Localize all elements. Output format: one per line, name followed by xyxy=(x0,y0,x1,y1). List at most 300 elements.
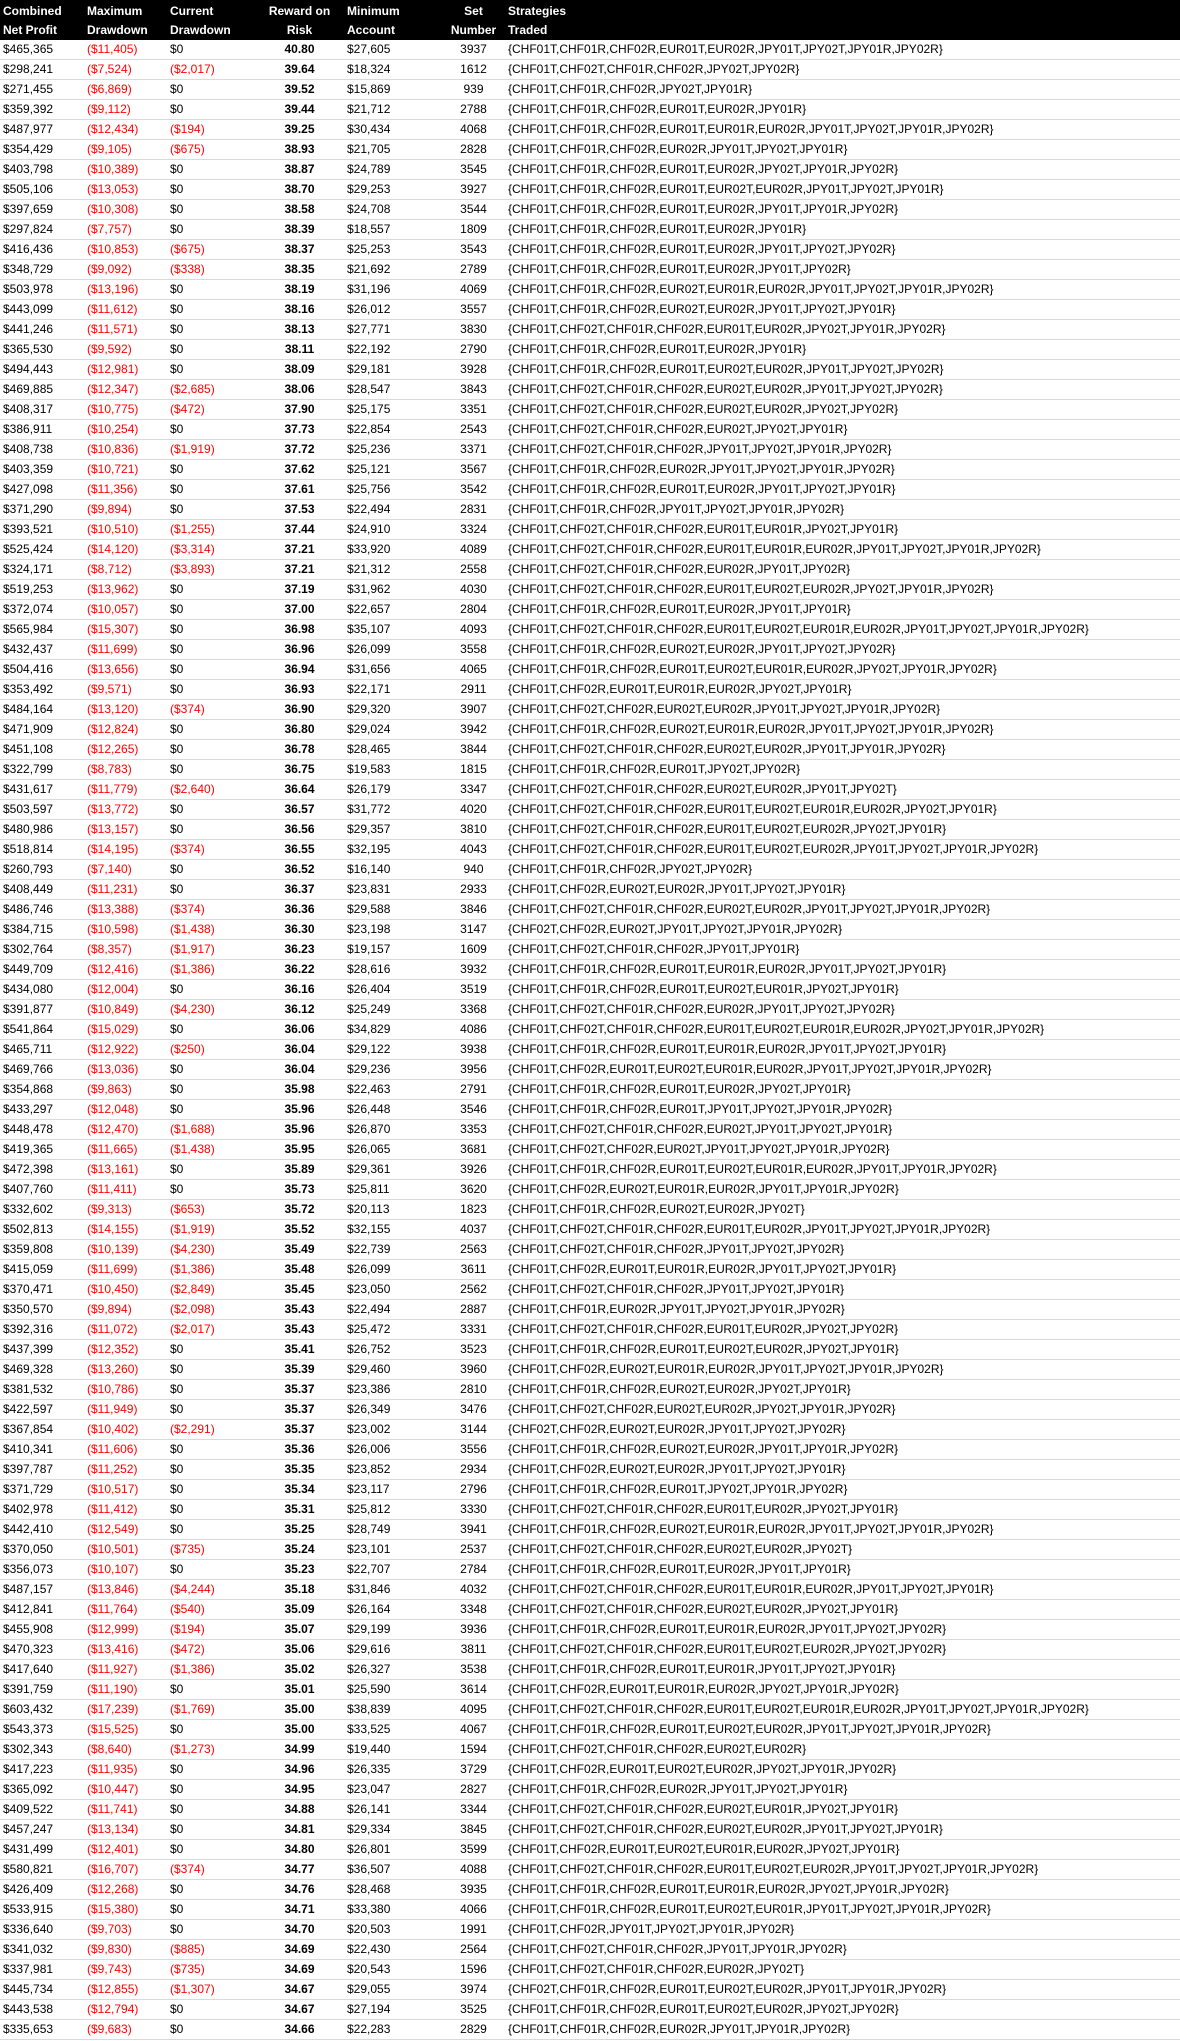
current-drawdown-cell[interactable]: ($2,291) xyxy=(167,1420,255,1440)
set-number-cell[interactable]: 4086 xyxy=(442,1020,505,1040)
reward-on-risk-cell[interactable]: 38.93 xyxy=(255,140,344,160)
current-drawdown-cell[interactable]: $0 xyxy=(167,1080,255,1100)
set-number-cell[interactable]: 3144 xyxy=(442,1420,505,1440)
max-drawdown-cell[interactable]: ($12,981) xyxy=(84,360,167,380)
current-drawdown-cell[interactable]: $0 xyxy=(167,80,255,100)
minimum-account-cell[interactable]: $19,583 xyxy=(344,760,442,780)
minimum-account-cell[interactable]: $31,962 xyxy=(344,580,442,600)
net-profit-cell[interactable]: $372,074 xyxy=(0,600,84,620)
strategies-cell[interactable]: {CHF01T,CHF01R,CHF02R,EUR01T,EUR02T,EUR01R,EUR02R,JPY01T,JPY01R,JPY02R} xyxy=(505,1160,1180,1180)
strategies-cell[interactable]: {CHF01T,CHF01R,CHF02R,JPY02T,JPY01R} xyxy=(505,80,1180,100)
table-row[interactable] xyxy=(0,1320,1180,1340)
current-drawdown-cell[interactable]: $0 xyxy=(167,1920,255,1940)
set-number-cell[interactable]: 2810 xyxy=(442,1380,505,1400)
strategies-cell[interactable]: {CHF01T,CHF01R,CHF02R,EUR01T,EUR02R,JPY01T,JPY02T,JPY01R} xyxy=(505,480,1180,500)
table-row[interactable] xyxy=(0,1120,1180,1140)
max-drawdown-cell[interactable]: ($12,416) xyxy=(84,960,167,980)
max-drawdown-cell[interactable]: ($10,107) xyxy=(84,1560,167,1580)
reward-on-risk-cell[interactable]: 36.75 xyxy=(255,760,344,780)
net-profit-cell[interactable]: $502,813 xyxy=(0,1220,84,1240)
max-drawdown-cell[interactable]: ($13,416) xyxy=(84,1640,167,1660)
strategies-cell[interactable]: {CHF02T,CHF01R,CHF02R,EUR01T,EUR02T,EUR02R,JPY01T,JPY01R,JPY02R} xyxy=(505,1980,1180,2000)
max-drawdown-cell[interactable]: ($12,265) xyxy=(84,740,167,760)
max-drawdown-cell[interactable]: ($11,764) xyxy=(84,1600,167,1620)
minimum-account-cell[interactable]: $27,605 xyxy=(344,40,442,60)
strategies-cell[interactable]: {CHF01T,CHF02R,EUR01T,EUR02T,EUR01R,EUR02R,JPY01T,JPY02T,JPY01R,JPY02R} xyxy=(505,1060,1180,1080)
strategies-cell[interactable]: {CHF01T,CHF02R,EUR02T,EUR02R,JPY01T,JPY02T,JPY01R} xyxy=(505,880,1180,900)
net-profit-cell[interactable]: $449,709 xyxy=(0,960,84,980)
set-number-cell[interactable]: 2828 xyxy=(442,140,505,160)
net-profit-cell[interactable]: $332,602 xyxy=(0,1200,84,1220)
strategies-cell[interactable]: {CHF01T,CHF02T,CHF01R,CHF02R,JPY01T,JPY02T,JPY02R} xyxy=(505,1240,1180,1260)
minimum-account-cell[interactable]: $23,852 xyxy=(344,1460,442,1480)
reward-on-risk-cell[interactable]: 39.52 xyxy=(255,80,344,100)
reward-on-risk-cell[interactable]: 35.41 xyxy=(255,1340,344,1360)
net-profit-cell[interactable]: $525,424 xyxy=(0,540,84,560)
max-drawdown-cell[interactable]: ($11,699) xyxy=(84,640,167,660)
set-number-cell[interactable]: 4088 xyxy=(442,1860,505,1880)
max-drawdown-cell[interactable]: ($11,412) xyxy=(84,1500,167,1520)
set-number-cell[interactable]: 3941 xyxy=(442,1520,505,1540)
table-row[interactable] xyxy=(0,760,1180,780)
table-row[interactable] xyxy=(0,1620,1180,1640)
minimum-account-cell[interactable]: $23,831 xyxy=(344,880,442,900)
set-number-cell[interactable]: 4037 xyxy=(442,1220,505,1240)
set-number-cell[interactable]: 1823 xyxy=(442,1200,505,1220)
max-drawdown-cell[interactable]: ($10,849) xyxy=(84,1000,167,1020)
net-profit-cell[interactable]: $356,073 xyxy=(0,1560,84,1580)
set-number-cell[interactable]: 1815 xyxy=(442,760,505,780)
reward-on-risk-cell[interactable]: 34.95 xyxy=(255,1780,344,1800)
net-profit-cell[interactable]: $397,659 xyxy=(0,200,84,220)
max-drawdown-cell[interactable]: ($10,450) xyxy=(84,1280,167,1300)
minimum-account-cell[interactable]: $26,099 xyxy=(344,640,442,660)
max-drawdown-cell[interactable]: ($11,571) xyxy=(84,320,167,340)
minimum-account-cell[interactable]: $29,616 xyxy=(344,1640,442,1660)
minimum-account-cell[interactable]: $29,181 xyxy=(344,360,442,380)
minimum-account-cell[interactable]: $34,829 xyxy=(344,1020,442,1040)
strategies-cell[interactable]: {CHF01T,CHF01R,CHF02R,EUR01T,EUR02R,JPY01R} xyxy=(505,220,1180,240)
minimum-account-cell[interactable]: $23,101 xyxy=(344,1540,442,1560)
minimum-account-cell[interactable]: $26,404 xyxy=(344,980,442,1000)
max-drawdown-cell[interactable]: ($12,549) xyxy=(84,1520,167,1540)
table-row[interactable] xyxy=(0,1800,1180,1820)
table-row[interactable] xyxy=(0,220,1180,240)
current-drawdown-cell[interactable]: $0 xyxy=(167,1340,255,1360)
net-profit-cell[interactable]: $443,099 xyxy=(0,300,84,320)
max-drawdown-cell[interactable]: ($12,470) xyxy=(84,1120,167,1140)
net-profit-cell[interactable]: $484,164 xyxy=(0,700,84,720)
strategies-cell[interactable]: {CHF01T,CHF02T,CHF01R,CHF02R,EUR02T,EUR02R,JPY01T,JPY02T} xyxy=(505,780,1180,800)
set-number-cell[interactable]: 3330 xyxy=(442,1500,505,1520)
current-drawdown-cell[interactable]: ($2,017) xyxy=(167,60,255,80)
net-profit-cell[interactable]: $443,538 xyxy=(0,2000,84,2020)
current-drawdown-cell[interactable]: ($1,688) xyxy=(167,1120,255,1140)
reward-on-risk-cell[interactable]: 36.57 xyxy=(255,800,344,820)
current-drawdown-cell[interactable]: $0 xyxy=(167,740,255,760)
table-row[interactable] xyxy=(0,1340,1180,1360)
reward-on-risk-cell[interactable]: 34.71 xyxy=(255,1900,344,1920)
set-number-cell[interactable]: 2831 xyxy=(442,500,505,520)
minimum-account-cell[interactable]: $25,121 xyxy=(344,460,442,480)
table-row[interactable] xyxy=(0,1260,1180,1280)
set-number-cell[interactable]: 2784 xyxy=(442,1560,505,1580)
strategies-cell[interactable]: {CHF01T,CHF02T,CHF01R,CHF02R,EUR02R,JPY02T} xyxy=(505,1960,1180,1980)
max-drawdown-cell[interactable]: ($11,356) xyxy=(84,480,167,500)
current-drawdown-cell[interactable]: $0 xyxy=(167,1720,255,1740)
strategies-cell[interactable]: {CHF01T,CHF01R,CHF02R,EUR01T,EUR02R,JPY01T,JPY02T,JPY02R} xyxy=(505,240,1180,260)
current-drawdown-cell[interactable]: ($1,917) xyxy=(167,940,255,960)
strategies-cell[interactable]: {CHF01T,CHF01R,CHF02R,JPY01T,JPY02T,JPY01R,JPY02R} xyxy=(505,500,1180,520)
set-number-cell[interactable]: 2790 xyxy=(442,340,505,360)
net-profit-cell[interactable]: $469,328 xyxy=(0,1360,84,1380)
max-drawdown-cell[interactable]: ($12,922) xyxy=(84,1040,167,1060)
minimum-account-cell[interactable]: $22,657 xyxy=(344,600,442,620)
net-profit-cell[interactable]: $410,341 xyxy=(0,1440,84,1460)
set-number-cell[interactable]: 3935 xyxy=(442,1880,505,1900)
reward-on-risk-cell[interactable]: 35.73 xyxy=(255,1180,344,1200)
table-row[interactable] xyxy=(0,580,1180,600)
strategies-cell[interactable]: {CHF01T,CHF01R,CHF02R,EUR01T,EUR02R,JPY01T,JPY02T,JPY01R,JPY02R} xyxy=(505,40,1180,60)
minimum-account-cell[interactable]: $38,839 xyxy=(344,1700,442,1720)
reward-on-risk-cell[interactable]: 34.76 xyxy=(255,1880,344,1900)
set-number-cell[interactable]: 3348 xyxy=(442,1600,505,1620)
table-row[interactable] xyxy=(0,520,1180,540)
net-profit-cell[interactable]: $415,059 xyxy=(0,1260,84,1280)
strategies-cell[interactable]: {CHF01T,CHF01R,CHF02R,EUR01T,EUR02R,JPY01R} xyxy=(505,100,1180,120)
minimum-account-cell[interactable]: $23,050 xyxy=(344,1280,442,1300)
net-profit-cell[interactable]: $393,521 xyxy=(0,520,84,540)
max-drawdown-cell[interactable]: ($8,712) xyxy=(84,560,167,580)
set-number-cell[interactable]: 3567 xyxy=(442,460,505,480)
set-number-cell[interactable]: 3544 xyxy=(442,200,505,220)
table-row[interactable] xyxy=(0,1420,1180,1440)
minimum-account-cell[interactable]: $29,199 xyxy=(344,1620,442,1640)
minimum-account-cell[interactable]: $25,812 xyxy=(344,1500,442,1520)
set-number-cell[interactable]: 4030 xyxy=(442,580,505,600)
current-drawdown-cell[interactable]: $0 xyxy=(167,1400,255,1420)
net-profit-cell[interactable]: $408,449 xyxy=(0,880,84,900)
table-row[interactable] xyxy=(0,1840,1180,1860)
max-drawdown-cell[interactable]: ($7,140) xyxy=(84,860,167,880)
strategies-cell[interactable]: {CHF01T,CHF01R,CHF02R,EUR01T,EUR01R,JPY01T,JPY02T,JPY01R} xyxy=(505,1660,1180,1680)
minimum-account-cell[interactable]: $26,801 xyxy=(344,1840,442,1860)
max-drawdown-cell[interactable]: ($14,195) xyxy=(84,840,167,860)
minimum-account-cell[interactable]: $22,494 xyxy=(344,1300,442,1320)
strategies-cell[interactable]: {CHF01T,CHF02T,CHF01R,CHF02R,EUR02T,EUR02R,JPY02T} xyxy=(505,1540,1180,1560)
table-row[interactable] xyxy=(0,820,1180,840)
minimum-account-cell[interactable]: $22,430 xyxy=(344,1940,442,1960)
strategies-cell[interactable]: {CHF01T,CHF01R,CHF02R,EUR01T,EUR01R,EUR02R,JPY01T,JPY02T,JPY01R} xyxy=(505,960,1180,980)
strategies-cell[interactable]: {CHF01T,CHF02T,CHF01R,CHF02R,EUR01T,EUR02T,EUR01R,EUR02R,JPY01T,JPY02T,JPY01R,JPY02R} xyxy=(505,1700,1180,1720)
set-number-cell[interactable]: 1594 xyxy=(442,1740,505,1760)
reward-on-risk-cell[interactable]: 34.80 xyxy=(255,1840,344,1860)
minimum-account-cell[interactable]: $27,771 xyxy=(344,320,442,340)
max-drawdown-cell[interactable]: ($6,869) xyxy=(84,80,167,100)
table-row[interactable] xyxy=(0,800,1180,820)
current-drawdown-cell[interactable]: $0 xyxy=(167,160,255,180)
strategies-cell[interactable]: {CHF01T,CHF01R,CHF02R,EUR02T,EUR02R,JPY01T,JPY02T,JPY01R} xyxy=(505,300,1180,320)
reward-on-risk-cell[interactable]: 36.22 xyxy=(255,960,344,980)
net-profit-cell[interactable]: $565,984 xyxy=(0,620,84,640)
net-profit-cell[interactable]: $543,373 xyxy=(0,1720,84,1740)
net-profit-cell[interactable]: $580,821 xyxy=(0,1860,84,1880)
net-profit-cell[interactable]: $371,290 xyxy=(0,500,84,520)
minimum-account-cell[interactable]: $28,468 xyxy=(344,1880,442,1900)
current-drawdown-cell[interactable]: $0 xyxy=(167,1900,255,1920)
net-profit-cell[interactable]: $603,432 xyxy=(0,1700,84,1720)
table-row[interactable] xyxy=(0,1380,1180,1400)
table-row[interactable] xyxy=(0,640,1180,660)
table-row[interactable] xyxy=(0,1440,1180,1460)
current-drawdown-cell[interactable]: $0 xyxy=(167,1520,255,1540)
strategies-cell[interactable]: {CHF01T,CHF02T,CHF01R,CHF02R,EUR01T,EUR02R,JPY02T,JPY01R} xyxy=(505,1500,1180,1520)
set-number-cell[interactable]: 4095 xyxy=(442,1700,505,1720)
reward-on-risk-cell[interactable]: 34.67 xyxy=(255,2000,344,2020)
table-row[interactable] xyxy=(0,1020,1180,1040)
current-drawdown-cell[interactable]: ($374) xyxy=(167,840,255,860)
current-drawdown-cell[interactable]: ($374) xyxy=(167,1860,255,1880)
reward-on-risk-cell[interactable]: 36.55 xyxy=(255,840,344,860)
current-drawdown-cell[interactable]: ($653) xyxy=(167,1200,255,1220)
set-number-cell[interactable]: 3147 xyxy=(442,920,505,940)
reward-on-risk-cell[interactable]: 36.04 xyxy=(255,1060,344,1080)
minimum-account-cell[interactable]: $19,440 xyxy=(344,1740,442,1760)
net-profit-cell[interactable]: $480,986 xyxy=(0,820,84,840)
max-drawdown-cell[interactable]: ($9,743) xyxy=(84,1960,167,1980)
set-number-cell[interactable]: 2796 xyxy=(442,1480,505,1500)
set-number-cell[interactable]: 2791 xyxy=(442,1080,505,1100)
strategies-cell[interactable]: {CHF01T,CHF02T,CHF01R,CHF02R,EUR02T,JPY02T,JPY01R} xyxy=(505,420,1180,440)
current-drawdown-cell[interactable]: $0 xyxy=(167,1160,255,1180)
table-row[interactable] xyxy=(0,1240,1180,1260)
minimum-account-cell[interactable]: $22,463 xyxy=(344,1080,442,1100)
reward-on-risk-cell[interactable]: 36.64 xyxy=(255,780,344,800)
set-number-cell[interactable]: 4043 xyxy=(442,840,505,860)
minimum-account-cell[interactable]: $22,854 xyxy=(344,420,442,440)
set-number-cell[interactable]: 2827 xyxy=(442,1780,505,1800)
net-profit-cell[interactable]: $260,793 xyxy=(0,860,84,880)
current-drawdown-cell[interactable]: $0 xyxy=(167,1380,255,1400)
strategies-cell[interactable]: {CHF01T,CHF02R,JPY01T,JPY02T,JPY01R,JPY02R} xyxy=(505,1920,1180,1940)
table-row[interactable] xyxy=(0,1960,1180,1980)
current-drawdown-cell[interactable]: $0 xyxy=(167,880,255,900)
net-profit-cell[interactable]: $541,864 xyxy=(0,1020,84,1040)
reward-on-risk-cell[interactable]: 35.72 xyxy=(255,1200,344,1220)
strategies-cell[interactable]: {CHF01T,CHF02T,CHF01R,CHF02R,JPY01T,JPY01R} xyxy=(505,940,1180,960)
current-drawdown-cell[interactable]: $0 xyxy=(167,420,255,440)
reward-on-risk-cell[interactable]: 38.11 xyxy=(255,340,344,360)
net-profit-cell[interactable]: $271,455 xyxy=(0,80,84,100)
reward-on-risk-cell[interactable]: 35.25 xyxy=(255,1520,344,1540)
max-drawdown-cell[interactable]: ($10,598) xyxy=(84,920,167,940)
table-row[interactable] xyxy=(0,160,1180,180)
net-profit-cell[interactable]: $359,392 xyxy=(0,100,84,120)
net-profit-cell[interactable]: $503,978 xyxy=(0,280,84,300)
set-number-cell[interactable]: 2558 xyxy=(442,560,505,580)
strategies-cell[interactable]: {CHF01T,CHF01R,CHF02R,EUR01T,EUR01R,EUR02R,JPY01T,JPY02T,JPY01R,JPY02R} xyxy=(505,120,1180,140)
reward-on-risk-cell[interactable]: 34.77 xyxy=(255,1860,344,1880)
strategies-cell[interactable]: {CHF01T,CHF01R,CHF02R,EUR01T,EUR02T,EUR01R,EUR02R,JPY02T,JPY01R,JPY02R} xyxy=(505,660,1180,680)
strategies-cell[interactable]: {CHF01T,CHF02T,CHF01R,CHF02R,EUR01T,EUR01R,JPY02T,JPY01R} xyxy=(505,520,1180,540)
net-profit-cell[interactable]: $392,316 xyxy=(0,1320,84,1340)
max-drawdown-cell[interactable]: ($10,389) xyxy=(84,160,167,180)
reward-on-risk-cell[interactable]: 35.39 xyxy=(255,1360,344,1380)
set-number-cell[interactable]: 4068 xyxy=(442,120,505,140)
current-drawdown-cell[interactable]: ($1,386) xyxy=(167,1260,255,1280)
strategies-cell[interactable]: {CHF01T,CHF02T,CHF01R,CHF02R,EUR02T,EUR02R,JPY02T,JPY02R} xyxy=(505,400,1180,420)
max-drawdown-cell[interactable]: ($17,239) xyxy=(84,1700,167,1720)
strategies-cell[interactable]: {CHF01T,CHF01R,CHF02R,EUR01T,JPY02T,JPY02R} xyxy=(505,760,1180,780)
set-number-cell[interactable]: 3476 xyxy=(442,1400,505,1420)
reward-on-risk-cell[interactable]: 35.89 xyxy=(255,1160,344,1180)
reward-on-risk-cell[interactable]: 36.23 xyxy=(255,940,344,960)
strategies-cell[interactable]: {CHF01T,CHF02T,CHF01R,CHF02R,EUR01T,EUR02R,JPY02T,JPY02R} xyxy=(505,1320,1180,1340)
table-row[interactable] xyxy=(0,1300,1180,1320)
table-row[interactable] xyxy=(0,1280,1180,1300)
reward-on-risk-cell[interactable]: 35.36 xyxy=(255,1440,344,1460)
max-drawdown-cell[interactable]: ($15,525) xyxy=(84,1720,167,1740)
strategies-cell[interactable]: {CHF01T,CHF02T,CHF01R,CHF02R,EUR02R,JPY01T,JPY02T,JPY02R} xyxy=(505,1000,1180,1020)
table-row[interactable] xyxy=(0,620,1180,640)
table-row[interactable] xyxy=(0,540,1180,560)
net-profit-cell[interactable]: $417,223 xyxy=(0,1760,84,1780)
minimum-account-cell[interactable]: $29,122 xyxy=(344,1040,442,1060)
max-drawdown-cell[interactable]: ($9,112) xyxy=(84,100,167,120)
current-drawdown-cell[interactable]: ($1,438) xyxy=(167,1140,255,1160)
table-row[interactable] xyxy=(0,1660,1180,1680)
current-drawdown-cell[interactable]: ($250) xyxy=(167,1040,255,1060)
current-drawdown-cell[interactable]: $0 xyxy=(167,360,255,380)
minimum-account-cell[interactable]: $33,920 xyxy=(344,540,442,560)
reward-on-risk-cell[interactable]: 35.37 xyxy=(255,1400,344,1420)
reward-on-risk-cell[interactable]: 37.73 xyxy=(255,420,344,440)
table-row[interactable] xyxy=(0,1680,1180,1700)
strategies-cell[interactable]: {CHF01T,CHF02T,CHF01R,CHF02R,EUR02T,EUR02R,JPY02T,JPY01R} xyxy=(505,1600,1180,1620)
current-drawdown-cell[interactable]: $0 xyxy=(167,2000,255,2020)
table-row[interactable] xyxy=(0,1760,1180,1780)
current-drawdown-cell[interactable]: $0 xyxy=(167,600,255,620)
minimum-account-cell[interactable]: $18,557 xyxy=(344,220,442,240)
current-drawdown-cell[interactable]: ($1,919) xyxy=(167,1220,255,1240)
net-profit-cell[interactable]: $426,409 xyxy=(0,1880,84,1900)
net-profit-cell[interactable]: $370,050 xyxy=(0,1540,84,1560)
strategies-cell[interactable]: {CHF01T,CHF02T,CHF01R,CHF02R,EUR01T,EUR02T,EUR01R,EUR02R,JPY01T,JPY02T,JPY01R,JPY02R} xyxy=(505,620,1180,640)
net-profit-cell[interactable]: $442,410 xyxy=(0,1520,84,1540)
net-profit-cell[interactable]: $445,734 xyxy=(0,1980,84,2000)
table-row[interactable] xyxy=(0,1520,1180,1540)
max-drawdown-cell[interactable]: ($11,665) xyxy=(84,1140,167,1160)
table-row[interactable] xyxy=(0,1700,1180,1720)
table-row[interactable] xyxy=(0,1040,1180,1060)
max-drawdown-cell[interactable]: ($10,254) xyxy=(84,420,167,440)
current-drawdown-cell[interactable]: ($2,685) xyxy=(167,380,255,400)
current-drawdown-cell[interactable]: $0 xyxy=(167,760,255,780)
max-drawdown-cell[interactable]: ($11,699) xyxy=(84,1260,167,1280)
set-number-cell[interactable]: 3810 xyxy=(442,820,505,840)
strategies-cell[interactable]: {CHF01T,CHF02T,CHF01R,CHF02R,EUR01T,EUR02T,EUR02R,JPY02T,JPY01R} xyxy=(505,820,1180,840)
max-drawdown-cell[interactable]: ($9,683) xyxy=(84,2020,167,2040)
strategies-cell[interactable]: {CHF01T,CHF01R,CHF02R,EUR01T,EUR02R,JPY01R} xyxy=(505,340,1180,360)
minimum-account-cell[interactable]: $29,460 xyxy=(344,1360,442,1380)
net-profit-cell[interactable]: $457,247 xyxy=(0,1820,84,1840)
net-profit-cell[interactable]: $298,241 xyxy=(0,60,84,80)
net-profit-cell[interactable]: $487,977 xyxy=(0,120,84,140)
table-row[interactable] xyxy=(0,200,1180,220)
max-drawdown-cell[interactable]: ($10,853) xyxy=(84,240,167,260)
table-row[interactable] xyxy=(0,1940,1180,1960)
minimum-account-cell[interactable]: $26,006 xyxy=(344,1440,442,1460)
net-profit-cell[interactable]: $384,715 xyxy=(0,920,84,940)
current-drawdown-cell[interactable]: ($675) xyxy=(167,240,255,260)
reward-on-risk-cell[interactable]: 34.70 xyxy=(255,1920,344,1940)
max-drawdown-cell[interactable]: ($11,190) xyxy=(84,1680,167,1700)
table-row[interactable] xyxy=(0,1060,1180,1080)
minimum-account-cell[interactable]: $25,756 xyxy=(344,480,442,500)
header-combined-net-profit[interactable]: Combined Net Profit xyxy=(0,0,84,40)
strategies-cell[interactable]: {CHF01T,CHF01R,CHF02R,EUR01T,EUR02T,EUR02R,JPY01T,JPY02T,JPY01R,JPY02R} xyxy=(505,1720,1180,1740)
current-drawdown-cell[interactable]: ($885) xyxy=(167,1940,255,1960)
net-profit-cell[interactable]: $437,399 xyxy=(0,1340,84,1360)
max-drawdown-cell[interactable]: ($10,836) xyxy=(84,440,167,460)
set-number-cell[interactable]: 2564 xyxy=(442,1940,505,1960)
strategies-cell[interactable]: {CHF01T,CHF02T,CHF01R,CHF02R,EUR02T,EUR02R,JPY01T,JPY02T,JPY01R} xyxy=(505,1820,1180,1840)
net-profit-cell[interactable]: $434,080 xyxy=(0,980,84,1000)
reward-on-risk-cell[interactable]: 35.34 xyxy=(255,1480,344,1500)
minimum-account-cell[interactable]: $26,349 xyxy=(344,1400,442,1420)
max-drawdown-cell[interactable]: ($12,347) xyxy=(84,380,167,400)
current-drawdown-cell[interactable]: ($735) xyxy=(167,1540,255,1560)
reward-on-risk-cell[interactable]: 35.07 xyxy=(255,1620,344,1640)
net-profit-cell[interactable]: $433,297 xyxy=(0,1100,84,1120)
current-drawdown-cell[interactable]: $0 xyxy=(167,220,255,240)
header-minimum-account[interactable]: Minimum Account xyxy=(344,0,442,40)
net-profit-cell[interactable]: $518,814 xyxy=(0,840,84,860)
set-number-cell[interactable]: 2788 xyxy=(442,100,505,120)
table-row[interactable] xyxy=(0,680,1180,700)
strategies-cell[interactable]: {CHF01T,CHF02R,EUR01T,EUR02T,EUR01R,EUR02R,JPY02T,JPY01R} xyxy=(505,1840,1180,1860)
max-drawdown-cell[interactable]: ($9,092) xyxy=(84,260,167,280)
strategies-cell[interactable]: {CHF01T,CHF01R,CHF02R,EUR02T,EUR02R,JPY02T} xyxy=(505,1200,1180,1220)
minimum-account-cell[interactable]: $35,107 xyxy=(344,620,442,640)
current-drawdown-cell[interactable]: $0 xyxy=(167,2020,255,2040)
current-drawdown-cell[interactable]: ($1,386) xyxy=(167,960,255,980)
table-row[interactable] xyxy=(0,140,1180,160)
minimum-account-cell[interactable]: $26,870 xyxy=(344,1120,442,1140)
table-row[interactable] xyxy=(0,720,1180,740)
net-profit-cell[interactable]: $408,738 xyxy=(0,440,84,460)
max-drawdown-cell[interactable]: ($10,775) xyxy=(84,400,167,420)
reward-on-risk-cell[interactable]: 39.64 xyxy=(255,60,344,80)
net-profit-cell[interactable]: $365,092 xyxy=(0,1780,84,1800)
max-drawdown-cell[interactable]: ($13,120) xyxy=(84,700,167,720)
minimum-account-cell[interactable]: $25,811 xyxy=(344,1180,442,1200)
net-profit-cell[interactable]: $412,841 xyxy=(0,1600,84,1620)
max-drawdown-cell[interactable]: ($13,053) xyxy=(84,180,167,200)
current-drawdown-cell[interactable]: $0 xyxy=(167,640,255,660)
max-drawdown-cell[interactable]: ($13,196) xyxy=(84,280,167,300)
net-profit-cell[interactable]: $471,909 xyxy=(0,720,84,740)
set-number-cell[interactable]: 3556 xyxy=(442,1440,505,1460)
reward-on-risk-cell[interactable]: 38.87 xyxy=(255,160,344,180)
strategies-cell[interactable]: {CHF01T,CHF02T,CHF01R,CHF02R,EUR02T,JPY01T,JPY02T,JPY01R} xyxy=(505,1120,1180,1140)
reward-on-risk-cell[interactable]: 36.37 xyxy=(255,880,344,900)
current-drawdown-cell[interactable]: $0 xyxy=(167,800,255,820)
strategies-cell[interactable]: {CHF01T,CHF01R,CHF02R,EUR01T,EUR02R,JPY02T,JPY01R} xyxy=(505,1080,1180,1100)
max-drawdown-cell[interactable]: ($15,307) xyxy=(84,620,167,640)
reward-on-risk-cell[interactable]: 38.70 xyxy=(255,180,344,200)
strategies-cell[interactable]: {CHF01T,CHF01R,CHF02R,EUR02T,EUR02R,JPY01T,JPY02T,JPY02R} xyxy=(505,640,1180,660)
